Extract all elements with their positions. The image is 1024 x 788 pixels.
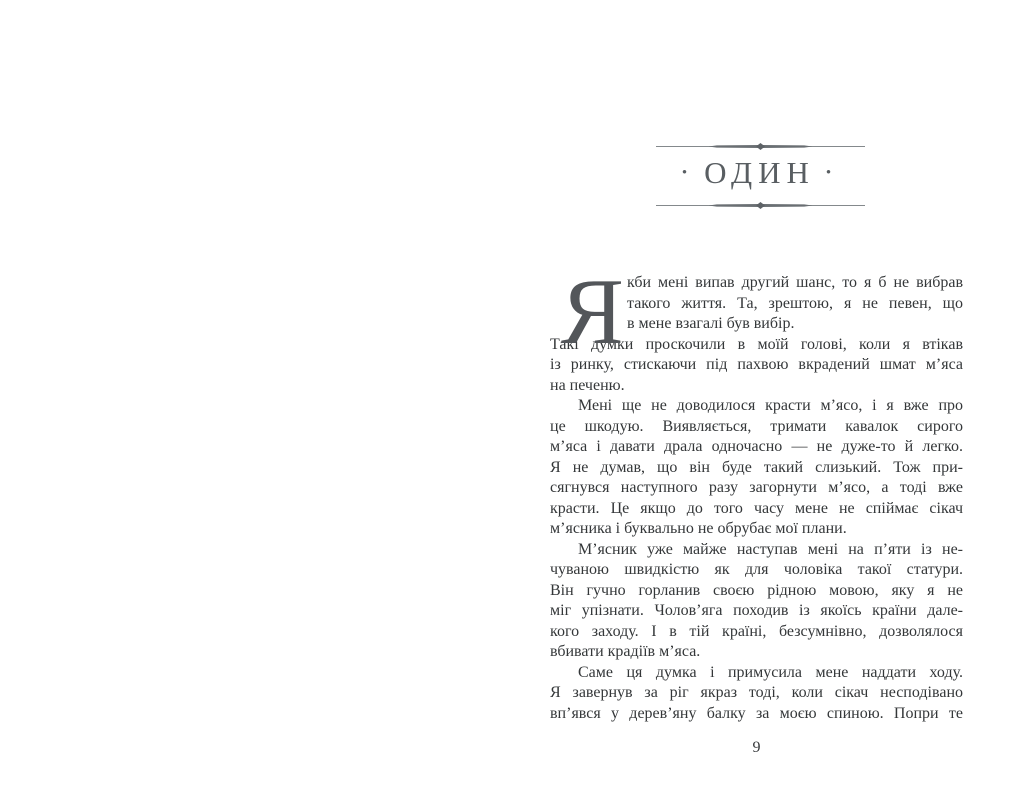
text-line: Саме ця думка і примусила мене наддати ходу. <box>578 663 963 681</box>
text-line: кого заходу. І в тій країні, безсумнівно, дозволялося <box>550 622 963 640</box>
text-line: вбивати крадіїв м’яса. <box>550 643 701 660</box>
dropcap <box>550 260 627 364</box>
text-line: Я завернув за ріг якраз тоді, коли сікач несподівано <box>550 684 963 701</box>
text-line: Він гучно горланив своєю рідною мовою, яку я не <box>550 581 963 599</box>
chapter-heading <box>550 150 963 196</box>
text-line: Мені ще не доводилося красти м’ясо, і я вже про <box>578 397 963 414</box>
text-line: такого життя. Та, зрештою, я не певен, що <box>627 294 963 312</box>
text-line: сягнувся наступного разу загорнути м’ясо, а тоді вже <box>550 479 963 496</box>
text-line: красти. Це якщо до того часу мене не спіймає сікач <box>550 499 963 517</box>
heading-dot-icon: • <box>681 164 688 181</box>
diamond-shape-icon <box>756 143 765 150</box>
body-text-column <box>550 260 963 724</box>
divider-ornament-icon <box>656 143 865 150</box>
text-line: Я не думав, що він буде такий слизький. Тож при- <box>550 458 963 476</box>
text-line: це шкодую. Виявляється, тримати кавалок сирого <box>550 417 963 435</box>
text-line: на печеню. <box>550 376 625 394</box>
text-line: м’ясника і буквально не обрубає мої плани. <box>550 520 847 537</box>
chapter-title-text: ОДИН <box>704 155 815 190</box>
text-line: чуваною швидкістю як для чоловіка такої статури. <box>550 561 963 578</box>
text-line: М’ясник уже майже наступав мені на п’яти із не- <box>578 540 963 558</box>
text-line: кби мені випав другий шанс, то я б не вибрав <box>627 274 963 291</box>
text-line: в мене взагалі був вибір. <box>627 315 795 332</box>
text-line: міг упізнати. Чолов’яга походив із якоїсь країни дале- <box>550 602 963 619</box>
diamond-shape-icon <box>756 202 765 209</box>
dropcap-letter: Я <box>561 260 624 364</box>
divider-ornament-icon <box>656 202 865 209</box>
text-line: вп’явся у дерев’яну балку за моєю спиною. Попри те <box>550 704 963 722</box>
heading-dot-icon: • <box>825 164 832 181</box>
text-line: м’яса і давати драла одночасно — не дуже-то й легко. <box>550 438 963 455</box>
text-line: із ринку, стискаючи під пахвою вкрадений шмат м’яса <box>550 356 963 373</box>
page-number: 9 <box>752 739 761 756</box>
text-line: Такі думки проскочили в моїй голові, коли я втікав <box>550 335 963 353</box>
